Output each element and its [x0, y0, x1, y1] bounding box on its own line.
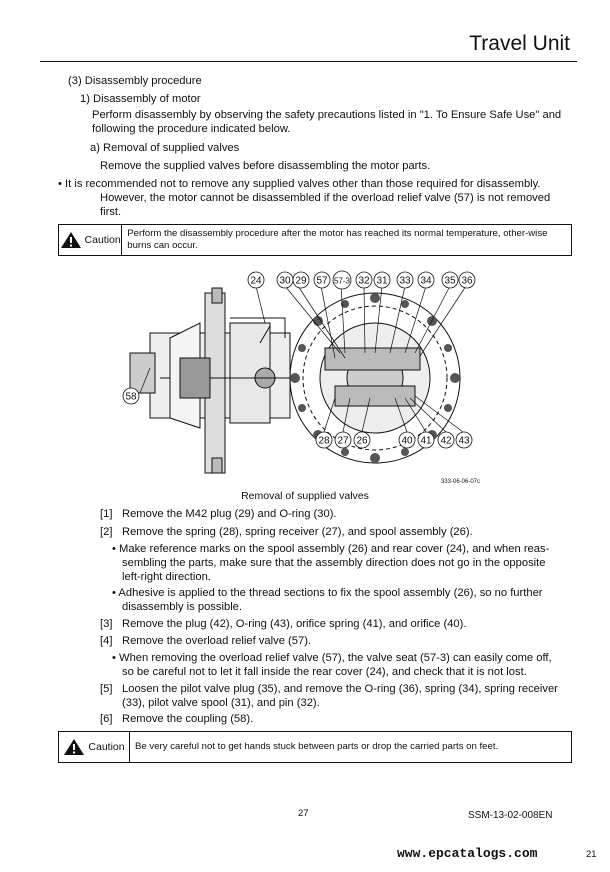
- caution-box-1: [58, 224, 572, 256]
- svg-text:24: 24: [250, 275, 262, 287]
- svg-text:43: 43: [458, 435, 470, 447]
- svg-text:28: 28: [318, 435, 330, 447]
- caution-text-2: Be very careful not to get hands stuck between parts or drop the carried parts on feet.: [135, 740, 499, 752]
- step-note: • Make reference marks on the spool assembly (26) and rear cover (24), and when reas-: [112, 543, 550, 555]
- svg-text:41: 41: [420, 435, 432, 447]
- svg-text:31: 31: [376, 275, 388, 287]
- callout-26: [354, 432, 370, 448]
- motor-cross-section: [130, 288, 290, 473]
- step-note: left-right direction.: [122, 571, 211, 583]
- svg-text:58: 58: [125, 391, 137, 403]
- step-num: [3]: [100, 618, 113, 630]
- watermark: www.epcatalogs.com: [397, 846, 538, 861]
- step-text: Remove the M42 plug (29) and O-ring (30).: [122, 508, 337, 520]
- step-num: [4]: [100, 635, 113, 647]
- callout-43: [456, 432, 472, 448]
- figure-code: 333-06-06-07c: [440, 479, 480, 485]
- svg-text:57-3: 57-3: [333, 276, 351, 286]
- callout-42: [438, 432, 454, 448]
- bullet-1: • It is recommended not to remove any supplied valves other than those required for disassembly.: [58, 178, 541, 190]
- step-note: • When removing the overload relief valve (57), the valve seat (57-3) can easily come off,: [112, 652, 552, 664]
- page-title: Travel Unit: [469, 32, 570, 55]
- callout-24: [248, 272, 264, 288]
- callout-57: [314, 272, 330, 288]
- callout-34: [418, 272, 434, 288]
- step-text: Remove the plug (42), O-ring (43), orifice spring (41), and orifice (40).: [122, 618, 467, 630]
- page-number: 27: [298, 808, 309, 819]
- callout-57-3: [333, 271, 351, 289]
- callout-35: [442, 272, 458, 288]
- svg-text:34: 34: [420, 275, 432, 287]
- step-text: Remove the overload relief valve (57).: [122, 635, 312, 647]
- step-note: sembling the parts, make sure that the assembly direction does not go in the opposite: [122, 557, 546, 569]
- intro-line-1: Perform disassembly by observing the safety precautions listed in "1. To Ensure Safe Use" and: [92, 109, 562, 121]
- caution-text-1: Perform the disassembly procedure after the motor has reached its normal temperature, other-wise burns can occur.: [127, 227, 548, 251]
- step-text: Remove the coupling (58).: [122, 713, 254, 725]
- svg-text:30: 30: [279, 275, 291, 287]
- svg-text:35: 35: [444, 275, 456, 287]
- subsection-heading: 1) Disassembly of motor: [80, 93, 201, 105]
- step-num: [5]: [100, 683, 113, 695]
- callout-58: [123, 388, 139, 404]
- header-rule: [40, 61, 577, 62]
- svg-text:40: 40: [401, 435, 413, 447]
- step-note: so be careful not to let it fall inside the rear cover (24), and check that it is not lost.: [122, 666, 527, 678]
- step-note: disassembly is possible.: [122, 601, 243, 613]
- motor-diagram: [120, 268, 490, 490]
- item-a-heading: a) Removal of supplied valves: [90, 142, 240, 154]
- step-num: [2]: [100, 526, 113, 538]
- step-num: [6]: [100, 713, 113, 725]
- bullet-1b: However, the motor cannot be disassembled if the overload relief valve (57) is not removed: [100, 192, 551, 204]
- caution-label-1: Caution: [59, 225, 122, 255]
- svg-text:36: 36: [461, 275, 473, 287]
- callout-33: [397, 272, 413, 288]
- svg-text:32: 32: [358, 275, 370, 287]
- step-text: (33), pilot valve spool (31), and pin (32).: [122, 697, 320, 709]
- bullet-1c: first.: [100, 206, 122, 218]
- side-number: 21: [586, 849, 597, 860]
- step-note: • Adhesive is applied to the thread sections to fix the spool assembly (26), so no further: [112, 587, 543, 599]
- intro-line-2: following the procedure indicated below.: [92, 123, 291, 135]
- warning-icon: [63, 738, 85, 756]
- callout-32: [356, 272, 372, 288]
- step-num: [1]: [100, 508, 113, 520]
- svg-text:57: 57: [316, 275, 328, 287]
- warning-icon: [60, 231, 82, 249]
- callout-36: [459, 272, 475, 288]
- doc-code: SSM-13-02-008EN: [468, 810, 553, 821]
- callout-31: [374, 272, 390, 288]
- section-heading: (3) Disassembly procedure: [68, 75, 202, 87]
- rear-cover-view: [290, 293, 460, 463]
- figure-caption: Removal of supplied valves: [241, 490, 369, 502]
- caution-label-2: Caution: [59, 732, 130, 762]
- svg-text:26: 26: [356, 435, 368, 447]
- callout-40: [399, 432, 415, 448]
- svg-text:42: 42: [440, 435, 452, 447]
- caution-box-2: [58, 731, 572, 763]
- step-text: Loosen the pilot valve plug (35), and remove the O-ring (36), spring (34), spring receiver: [122, 683, 558, 695]
- item-a-text: Remove the supplied valves before disassembling the motor parts.: [100, 160, 431, 172]
- callout-30: [277, 272, 293, 288]
- callout-28: [316, 432, 332, 448]
- callout-27: [335, 432, 351, 448]
- svg-text:33: 33: [399, 275, 411, 287]
- callout-29: [293, 272, 309, 288]
- svg-text:29: 29: [295, 275, 307, 287]
- callout-41: [418, 432, 434, 448]
- svg-text:27: 27: [337, 435, 349, 447]
- step-text: Remove the spring (28), spring receiver (27), and spool assembly (26).: [122, 526, 473, 538]
